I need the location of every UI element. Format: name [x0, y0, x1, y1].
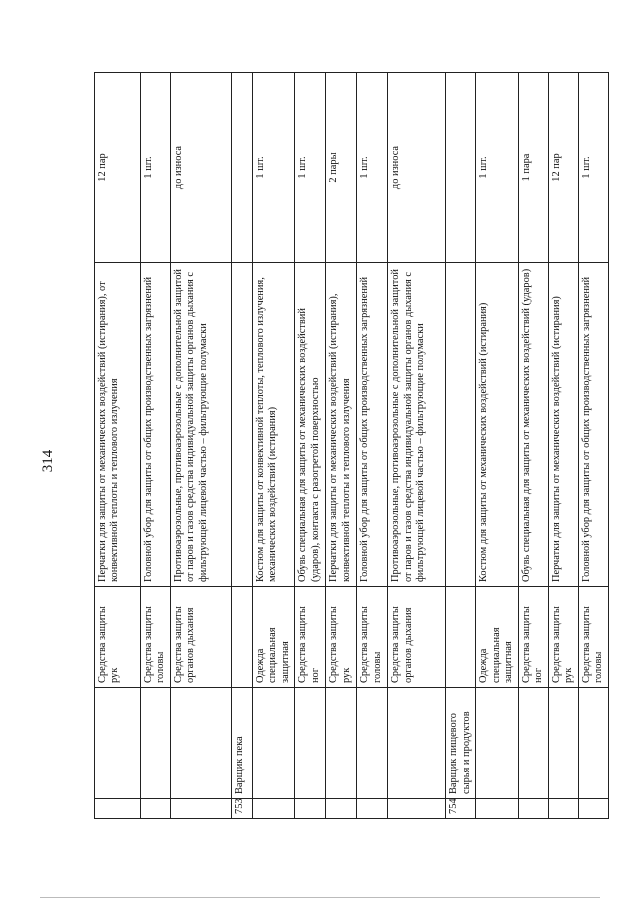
profession-cell	[171, 688, 232, 799]
item-cell: Головной убор для защиты от общих производственных загрязнений	[578, 263, 608, 587]
quantity-cell: 1 шт.	[357, 73, 388, 263]
page-number: 314	[39, 449, 56, 473]
profession-cell	[518, 688, 548, 799]
row-number-cell: 754	[446, 799, 476, 819]
category-cell: Средства защиты рук	[95, 587, 141, 688]
table-row	[388, 73, 446, 819]
profession-cell: Варщик пищевого сырья и продуктов	[446, 688, 476, 799]
quantity-cell	[446, 73, 476, 263]
row-number-cell	[578, 799, 608, 819]
quantity-cell: 12 пар	[548, 73, 578, 263]
quantity-cell: 1 шт.	[253, 73, 295, 263]
table-row	[253, 73, 295, 819]
category-cell: Одежда специальная защитная	[476, 587, 518, 688]
profession-cell	[253, 688, 295, 799]
row-number-cell	[171, 799, 232, 819]
quantity-cell: 1 пара	[518, 73, 548, 263]
row-number-cell	[295, 799, 326, 819]
profession-cell	[357, 688, 388, 799]
row-number-cell	[95, 799, 141, 819]
table-row	[476, 73, 518, 819]
row-number-cell	[548, 799, 578, 819]
ppe-table	[94, 72, 609, 819]
table-row	[326, 73, 357, 819]
profession-cell	[326, 688, 357, 799]
category-cell: Средства защиты головы	[357, 587, 388, 688]
quantity-cell: до износа	[171, 73, 232, 263]
row-number-cell: 753	[232, 799, 253, 819]
item-cell	[446, 263, 476, 587]
rotated-table-wrapper	[94, 73, 605, 819]
profession-cell	[548, 688, 578, 799]
quantity-cell: 1 шт.	[141, 73, 171, 263]
ppe-table-body	[95, 73, 609, 819]
category-cell: Средства защиты органов дыхания	[171, 587, 232, 688]
category-cell: Средства защиты головы	[578, 587, 608, 688]
item-cell: Перчатки для защиты от механических воздействий (истирания)	[548, 263, 578, 587]
table-row	[171, 73, 232, 819]
item-cell: Костюм для защиты от механических воздействий (истирания)	[476, 263, 518, 587]
profession-cell	[295, 688, 326, 799]
profession-cell	[141, 688, 171, 799]
page-bottom-rule	[40, 897, 600, 898]
row-number-cell	[326, 799, 357, 819]
table-row	[446, 73, 476, 819]
table-row	[141, 73, 171, 819]
table-row	[295, 73, 326, 819]
item-cell: Обувь специальная для защиты от механических воздействий (ударов), контакта с разогретой поверхностью	[295, 263, 326, 587]
item-cell: Головной убор для защиты от общих производственных загрязнений	[357, 263, 388, 587]
category-cell: Средства защиты рук	[326, 587, 357, 688]
table-row	[518, 73, 548, 819]
table-row	[95, 73, 141, 819]
table-row	[578, 73, 608, 819]
quantity-cell: 1 шт.	[295, 73, 326, 263]
item-cell: Противоаэрозольные, противоаэрозольные с дополнительной защитой от паров и газов средства индивидуальной защиты органов дыхания с фильтрующей лицевой частью – фильтрующие полумаски	[171, 263, 232, 587]
profession-cell	[388, 688, 446, 799]
row-number-cell	[388, 799, 446, 819]
quantity-cell: 1 шт.	[578, 73, 608, 263]
quantity-cell: 12 пар	[95, 73, 141, 263]
item-cell: Перчатки для защиты от механических воздействий (истирания), от конвективной теплоты и теплового излучения	[95, 263, 141, 587]
table-row	[232, 73, 253, 819]
item-cell: Костюм для защиты от конвективной теплоты, теплового излучения, механических воздействий (истирания)	[253, 263, 295, 587]
category-cell	[446, 587, 476, 688]
category-cell: Средства защиты органов дыхания	[388, 587, 446, 688]
row-number-cell	[141, 799, 171, 819]
row-number-cell	[357, 799, 388, 819]
item-cell: Обувь специальная для защиты от механических воздействий (ударов)	[518, 263, 548, 587]
profession-cell: Варщик пека	[232, 688, 253, 799]
row-number-cell	[476, 799, 518, 819]
quantity-cell: 1 шт.	[476, 73, 518, 263]
row-number-cell	[253, 799, 295, 819]
profession-cell	[95, 688, 141, 799]
category-cell: Одежда специальная защитная	[253, 587, 295, 688]
quantity-cell: до износа	[388, 73, 446, 263]
quantity-cell: 2 пары	[326, 73, 357, 263]
item-cell: Головной убор для защиты от общих производственных загрязнений	[141, 263, 171, 587]
category-cell: Средства защиты ног	[295, 587, 326, 688]
category-cell: Средства защиты ног	[518, 587, 548, 688]
category-cell: Средства защиты рук	[548, 587, 578, 688]
category-cell	[232, 587, 253, 688]
row-number-cell	[518, 799, 548, 819]
table-row	[548, 73, 578, 819]
item-cell: Противоаэрозольные, противоаэрозольные с дополнительной защитой от паров и газов средства индивидуальной защиты органов дыхания с фильтрующей лицевой частью – фильтрующие полумаски	[388, 263, 446, 587]
profession-cell	[578, 688, 608, 799]
quantity-cell	[232, 73, 253, 263]
category-cell: Средства защиты головы	[141, 587, 171, 688]
profession-cell	[476, 688, 518, 799]
table-row	[357, 73, 388, 819]
item-cell	[232, 263, 253, 587]
item-cell: Перчатки для защиты от механических воздействий (истирания), конвективной теплоты и теплового излучения	[326, 263, 357, 587]
